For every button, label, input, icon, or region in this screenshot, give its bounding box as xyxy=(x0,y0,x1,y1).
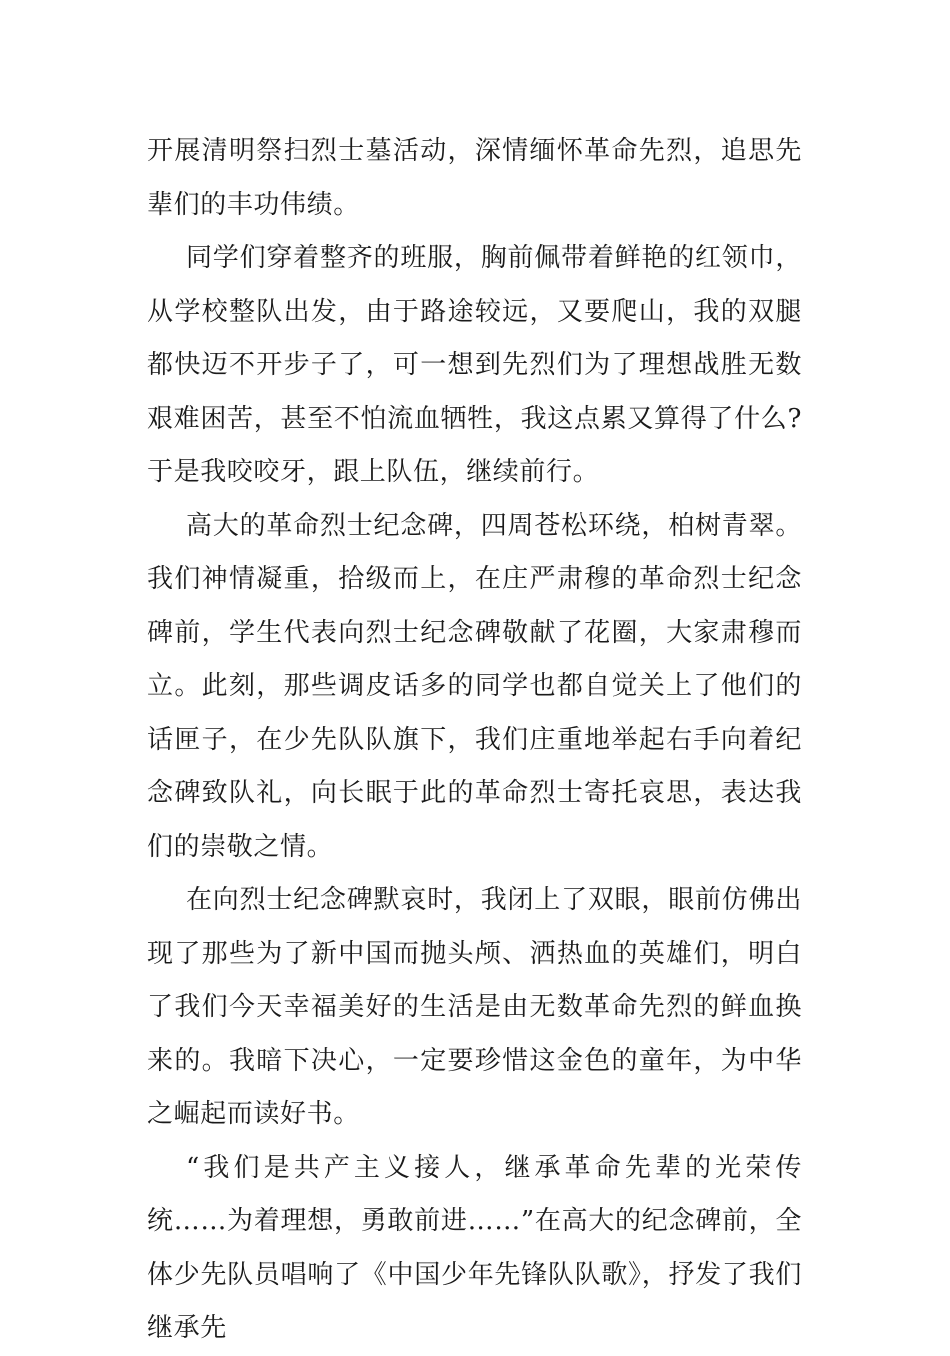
paragraph-1: 开展清明祭扫烈士墓活动，深情缅怀革命先烈，追思先辈们的丰功伟绩。 xyxy=(147,136,802,220)
document-body xyxy=(147,125,802,1356)
paragraph-5: “我们是共产主义接人，继承革命先辈的光荣传统……为着理想，勇敢前进……”在高大的纪念碑前，全体少先队员唱响了《中国少年先锋队队歌》，抒发了我们继承先 xyxy=(147,1152,802,1343)
paragraph-4: 在向烈士纪念碑默哀时，我闭上了双眼，眼前仿佛出现了那些为了新中国而抛头颅、洒热血的英雄们，明白了我们今天幸福美好的生活是由无数革命先烈的鲜血换来的。我暗下决心，一定要珍惜这金色的童年，为中华之崛起而读好书。 xyxy=(147,885,802,1129)
paragraph-2: 同学们穿着整齐的班服，胸前佩带着鲜艳的红领巾，从学校整队出发，由于路途较远，又要爬山，我的双腿都快迈不开步子了，可一想到先烈们为了理想战胜无数艰难困苦，甚至不怕流血牺牲，我这点累又算得了什么?于是我咬咬牙，跟上队伍，继续前行。 xyxy=(147,243,802,487)
paragraph-3: 高大的革命烈士纪念碑，四周苍松环绕，柏树青翠。我们神情凝重，拾级而上，在庄严肃穆的革命烈士纪念碑前，学生代表向烈士纪念碑敬献了花圈，大家肃穆而立。此刻，那些调皮话多的同学也都自觉关上了他们的话匣子，在少先队队旗下，我们庄重地举起右手向着纪念碑致队礼，向长眠于此的革命烈士寄托哀思，表达我们的崇敬之情。 xyxy=(147,510,802,862)
